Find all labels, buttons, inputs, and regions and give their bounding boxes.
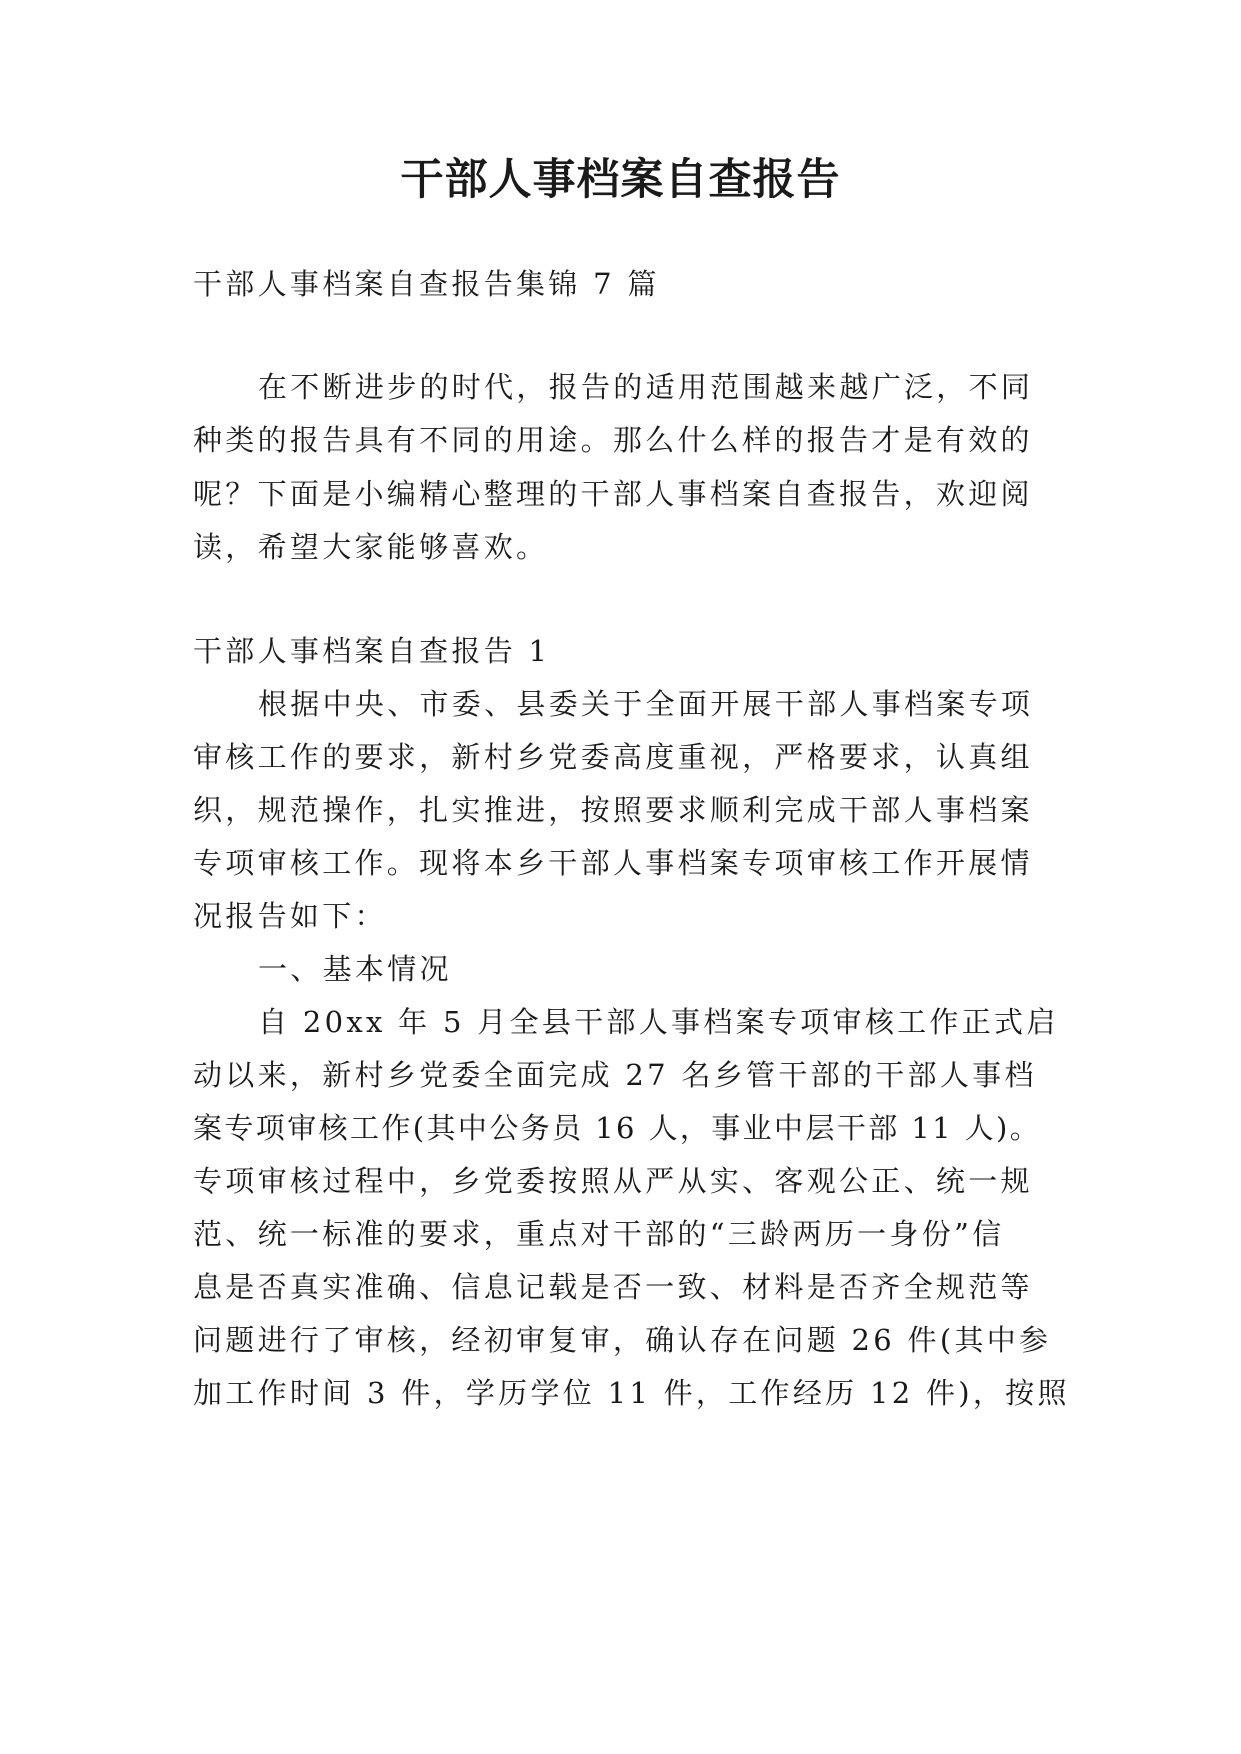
report1-para2-line-8: 加工作时间 3 件，学历学位 11 件，工作经历 12 件)，按照 — [193, 1376, 1070, 1410]
report1-para2-line-5: 范、统一标准的要求，重点对干部的“三龄两历一身份”信 — [193, 1217, 1005, 1251]
report1-para2-line-7: 问题进行了审核，经初审复审，确认存在问题 26 件(其中参 — [193, 1323, 1052, 1357]
report1-para2-line-2: 动以来，新村乡党委全面完成 27 名乡管干部的干部人事档 — [193, 1058, 1037, 1092]
report1-para2-line-4: 专项审核过程中，乡党委按照从严从实、客观公正、统一规 — [193, 1164, 1033, 1198]
report1-para1-line-3: 织，规范操作，扎实推进，按照要求顺利完成干部人事档案 — [193, 793, 1033, 827]
report1-para1-line-1: 根据中央、市委、县委关于全面开展干部人事档案专项 — [258, 687, 1034, 721]
intro-line-2: 种类的报告具有不同的用途。那么什么样的报告才是有效的 — [193, 423, 1033, 457]
document-subtitle: 干部人事档案自查报告集锦 7 篇 — [193, 267, 660, 301]
report1-heading: 干部人事档案自查报告 1 — [193, 634, 551, 668]
report1-para1-line-5: 况报告如下： — [193, 899, 387, 933]
report1-para2-line-6: 息是否真实准确、信息记载是否一致、材料是否齐全规范等 — [193, 1270, 1033, 1304]
report1-para1-line-2: 审核工作的要求，新村乡党委高度重视，严格要求，认真组 — [193, 740, 1033, 774]
report1-para1-line-4: 专项审核工作。现将本乡干部人事档案专项审核工作开展情 — [193, 846, 1033, 880]
document-title: 干部人事档案自查报告 — [400, 155, 841, 205]
report1-para2-line-1: 自 20xx 年 5 月全县干部人事档案专项审核工作正式启 — [258, 1005, 1059, 1039]
intro-line-1: 在不断进步的时代，报告的适用范围越来越广泛，不同 — [258, 370, 1034, 404]
intro-line-4: 读，希望大家能够喜欢。 — [193, 530, 549, 564]
report1-para2-line-3: 案专项审核工作(其中公务员 16 人，事业中层干部 11 人)。 — [193, 1111, 1042, 1145]
section1-heading: 一、基本情况 — [258, 952, 452, 986]
intro-line-3: 呢？下面是小编精心整理的干部人事档案自查报告，欢迎阅 — [193, 477, 1033, 511]
